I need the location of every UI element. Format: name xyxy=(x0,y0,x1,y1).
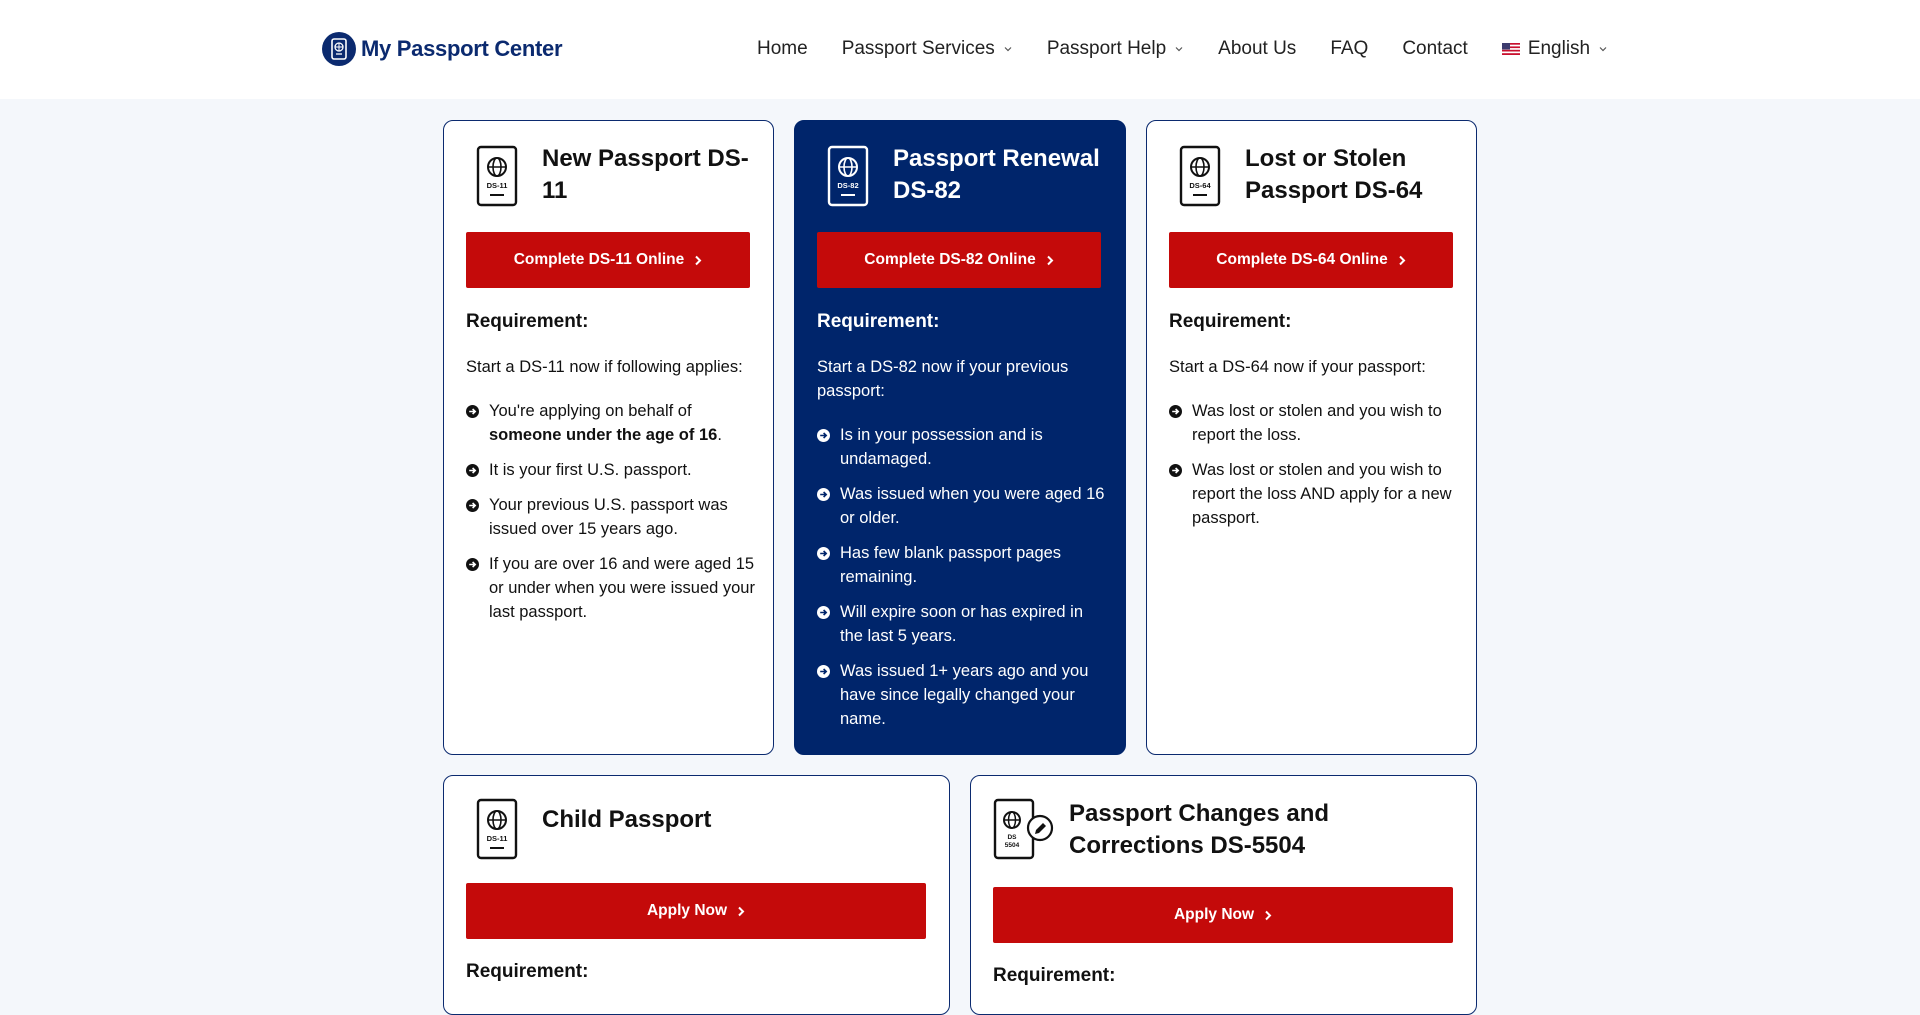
passport-ds11-icon xyxy=(476,145,518,207)
nav-about-us-label: About Us xyxy=(1218,38,1297,59)
list-item xyxy=(817,600,1107,648)
item-bold-text: someone under the age of 16 xyxy=(489,426,718,444)
requirement-heading: Requirement: xyxy=(466,311,589,332)
list-item xyxy=(817,423,1107,471)
item-text: You're applying on behalf of xyxy=(489,402,692,420)
item-text: Was issued 1+ years ago and you have since legally changed your name. xyxy=(840,662,1089,728)
list-item xyxy=(1169,399,1459,447)
item-text: Was issued when you were aged 16 or older. xyxy=(840,485,1105,527)
requirement-heading: Requirement: xyxy=(817,311,940,332)
item-text: Was lost or stolen and you wish to report the loss AND apply for a new passport. xyxy=(1192,461,1452,527)
card-title: New Passport DS-11 xyxy=(542,145,749,204)
nav-passport-help[interactable] xyxy=(1047,38,1184,60)
arrow-circle-icon xyxy=(1169,464,1182,477)
passport-ds82-icon xyxy=(827,145,869,207)
requirement-heading: Requirement: xyxy=(1169,311,1292,332)
nav-passport-help-label: Passport Help xyxy=(1046,38,1167,59)
card-passport-renewal xyxy=(794,120,1126,755)
list-item xyxy=(466,493,756,541)
requirement-lead: Start a DS-82 now if your previous passport: xyxy=(817,358,1069,400)
arrow-circle-icon xyxy=(1169,405,1182,418)
chevron-down-icon xyxy=(1174,44,1184,54)
nav-passport-services[interactable] xyxy=(842,38,1013,60)
card-child-passport xyxy=(443,775,950,1015)
button-label: Complete DS-82 Online xyxy=(864,251,1036,268)
item-text: Was lost or stolen and you wish to report the loss. xyxy=(1192,402,1442,444)
child-apply-now-button[interactable] xyxy=(466,883,926,939)
item-text: If you are over 16 and were aged 15 or under when you were issued your last passport. xyxy=(489,555,755,621)
button-label: Complete DS-64 Online xyxy=(1216,251,1388,268)
icon-form-label: DS xyxy=(1007,834,1017,841)
icon-form-label: DS-11 xyxy=(486,834,508,843)
requirement-list xyxy=(466,399,756,635)
nav-home-label: Home xyxy=(757,38,808,59)
chevron-right-icon xyxy=(1398,255,1406,266)
nav-contact-label: Contact xyxy=(1402,38,1468,59)
button-label: Apply Now xyxy=(646,902,728,919)
arrow-circle-icon xyxy=(466,499,479,512)
icon-form-label: DS-82 xyxy=(837,181,859,190)
chevron-down-icon xyxy=(1003,44,1013,54)
ds5504-apply-now-button[interactable] xyxy=(993,887,1453,943)
item-text: It is your first U.S. passport. xyxy=(489,461,692,479)
icon-form-label: DS-11 xyxy=(486,181,508,190)
passport-edit-icon xyxy=(993,798,1055,860)
main-nav xyxy=(757,36,1608,62)
nav-home[interactable] xyxy=(757,38,808,60)
nav-faq-label: FAQ xyxy=(1330,38,1369,59)
card-title: Lost or Stolen Passport DS-64 xyxy=(1245,145,1423,204)
requirement-lead: Start a DS-11 now if following applies: xyxy=(466,358,743,376)
list-item xyxy=(817,482,1107,530)
icon-form-label: DS-64 xyxy=(1189,181,1211,190)
chevron-right-icon xyxy=(694,255,702,266)
arrow-circle-icon xyxy=(817,429,830,442)
list-item xyxy=(466,458,756,482)
requirement-heading: Requirement: xyxy=(993,965,1116,986)
chevron-right-icon xyxy=(737,906,745,917)
arrow-circle-icon xyxy=(817,606,830,619)
nav-faq[interactable] xyxy=(1330,38,1368,60)
language-selector[interactable] xyxy=(1502,38,1608,60)
arrow-circle-icon xyxy=(466,464,479,477)
chevron-down-icon xyxy=(1598,44,1608,54)
icon-form-number: 5504 xyxy=(1004,842,1020,849)
requirement-lead: Start a DS-64 now if your passport: xyxy=(1169,358,1426,376)
list-item xyxy=(466,399,756,447)
list-item xyxy=(817,541,1107,589)
requirement-list xyxy=(1169,399,1459,541)
passport-logo-icon xyxy=(322,32,356,66)
requirement-heading: Requirement: xyxy=(466,961,589,982)
card-lost-stolen xyxy=(1146,120,1477,755)
arrow-circle-icon xyxy=(817,547,830,560)
nav-contact[interactable] xyxy=(1402,38,1467,60)
chevron-right-icon xyxy=(1046,255,1054,266)
item-text: Your previous U.S. passport was issued over 15 years ago. xyxy=(489,496,728,538)
card-title: Child Passport xyxy=(542,806,712,833)
list-item xyxy=(1169,458,1459,530)
list-item xyxy=(817,659,1107,731)
us-flag-icon xyxy=(1502,43,1520,55)
requirement-list xyxy=(817,423,1107,742)
button-label: Apply Now xyxy=(1173,906,1255,923)
card-passport-changes xyxy=(970,775,1477,1015)
site-logo[interactable] xyxy=(322,32,562,66)
complete-ds64-button[interactable] xyxy=(1169,232,1453,288)
passport-ds64-icon xyxy=(1179,145,1221,207)
button-label: Complete DS-11 Online xyxy=(513,251,685,268)
chevron-right-icon xyxy=(1264,910,1272,921)
card-title: Passport Renewal DS-82 xyxy=(893,145,1100,204)
list-item xyxy=(466,552,756,624)
arrow-circle-icon xyxy=(466,405,479,418)
item-text-end: . xyxy=(717,426,722,444)
item-text: Will expire soon or has expired in the last 5 years. xyxy=(840,603,1084,645)
item-text: Has few blank passport pages remaining. xyxy=(840,544,1062,586)
complete-ds11-button[interactable] xyxy=(466,232,750,288)
complete-ds82-button[interactable] xyxy=(817,232,1101,288)
language-label: English xyxy=(1527,38,1591,59)
nav-passport-services-label: Passport Services xyxy=(841,38,995,59)
card-new-passport xyxy=(443,120,774,755)
arrow-circle-icon xyxy=(817,665,830,678)
arrow-circle-icon xyxy=(817,488,830,501)
logo-text: My Passport Center xyxy=(361,36,563,61)
nav-about-us[interactable] xyxy=(1218,38,1296,60)
item-text: Is in your possession and is undamaged. xyxy=(840,426,1043,468)
arrow-circle-icon xyxy=(466,558,479,571)
site-header xyxy=(0,0,1920,99)
card-title: Passport Changes and Corrections DS-5504 xyxy=(1069,800,1330,859)
passport-child-icon xyxy=(476,798,518,860)
